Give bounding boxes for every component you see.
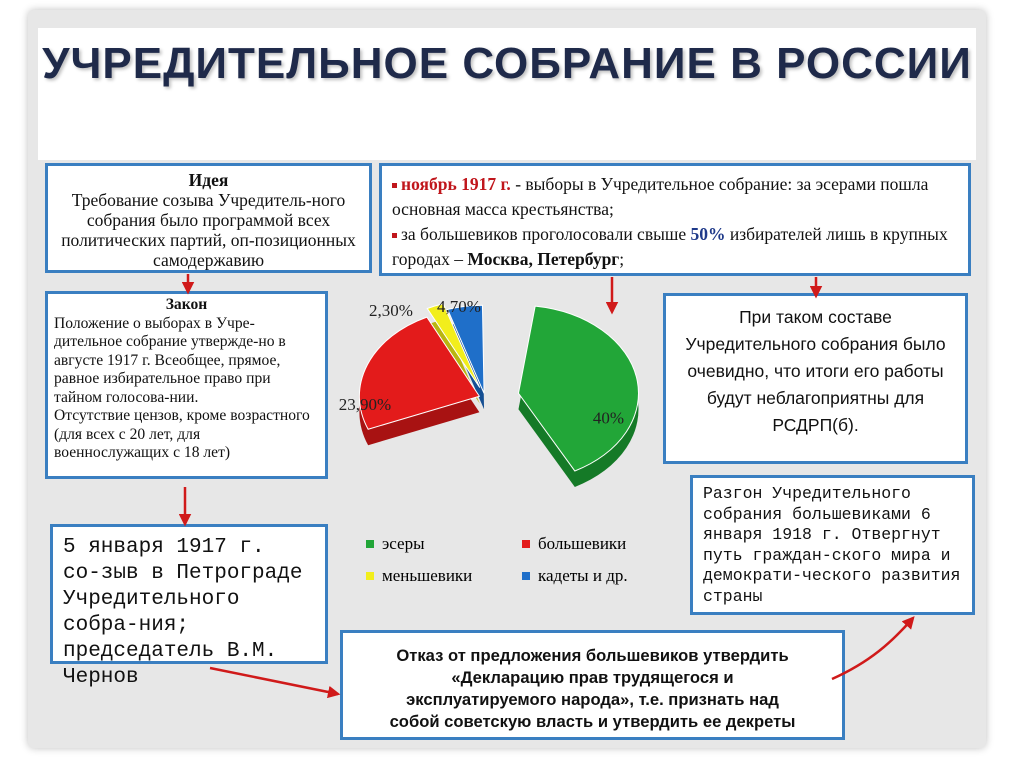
legend-label-1: большевики xyxy=(538,534,627,553)
idea-heading: Идея xyxy=(188,170,229,190)
november-text-1: - выборы в Учредительное собрание: за эсерами пошла основная масса крестьянства; xyxy=(392,174,929,219)
pie-data-label-1: 23,90% xyxy=(338,395,392,414)
pie-data-label-2: 2,30% xyxy=(369,301,413,320)
legend-swatch-2 xyxy=(366,572,374,580)
pie-data-label-0: 40% xyxy=(592,408,625,428)
election-pie-chart xyxy=(325,280,670,525)
legend-label-0: эсеры xyxy=(382,534,425,553)
legend-item-3 xyxy=(522,566,628,586)
idea-text: Требование созыва Учредитель-ного собрания было программой всех политических партий, оп-позиционных самодержавию xyxy=(61,190,356,270)
legend-swatch-0 xyxy=(366,540,374,548)
november-cities: Москва, Петербург xyxy=(467,249,620,269)
otkaz-line-2: «Декларацию прав трудящегося и xyxy=(451,668,734,687)
arrow-january5-to-otkaz xyxy=(210,668,338,694)
law-text-1: Положение о выборах в Учре-дительное собрание утвержде-но в августе 1917 г. Всеобщее, прямое, равное избирательное право при тайном голосова-нии. xyxy=(54,314,286,406)
november-end: ; xyxy=(619,249,625,269)
january5-text: 5 января 1917 г. со-зыв в Петрограде Учредительного собра-ния; председатель В.М. Чернов xyxy=(63,536,303,689)
november-text-2a: за большевиков проголосовали свыше xyxy=(401,224,691,244)
page-title: УЧРЕДИТЕЛЬНОЕ СОБРАНИЕ В РОССИИ xyxy=(42,39,972,88)
november-percent: 50% xyxy=(690,224,726,244)
razgon-text: Разгон Учредительного собрания большевиками 6 января 1918 г. Отвергнут путь граждан-ского мира и демократи-ческого развития страны xyxy=(703,484,961,606)
legend-swatch-1 xyxy=(522,540,530,548)
legend-label-3: кадеты и др. xyxy=(538,566,628,585)
november-date: ноябрь 1917 г. xyxy=(401,174,511,194)
legend-item-0 xyxy=(366,534,425,554)
november-text-2b: избирателей лишь в крупных городах – xyxy=(392,224,948,269)
otkaz-line-1: Отказ от предложения большевиков утвердить xyxy=(396,646,789,665)
arrow-otkaz-to-razgon xyxy=(832,618,913,679)
otkaz-line-4: собой советскую власть и утвердить ее декреты xyxy=(389,712,796,731)
legend-swatch-3 xyxy=(522,572,530,580)
otkaz-line-3b: , т.е. признать над xyxy=(629,690,779,709)
legend-item-1 xyxy=(522,534,626,554)
law-heading: Закон xyxy=(165,296,208,313)
chart-legend xyxy=(362,530,682,590)
legend-label-2: меньшевики xyxy=(382,566,473,585)
legend-item-2 xyxy=(366,566,472,586)
pie-data-label-3: 4,70% xyxy=(437,297,481,316)
otkaz-line-3a: эксплуатируемого народа» xyxy=(406,690,630,709)
result-text: При таком составе Учредительного собрания было очевидно, что итоги его работы будут неблагоприятны для РСДРП(б). xyxy=(685,307,946,435)
law-text-2: Отсутствие цензов, кроме возрастного (для всех с 20 лет, для военнослужащих с 18 лет) xyxy=(54,407,310,461)
